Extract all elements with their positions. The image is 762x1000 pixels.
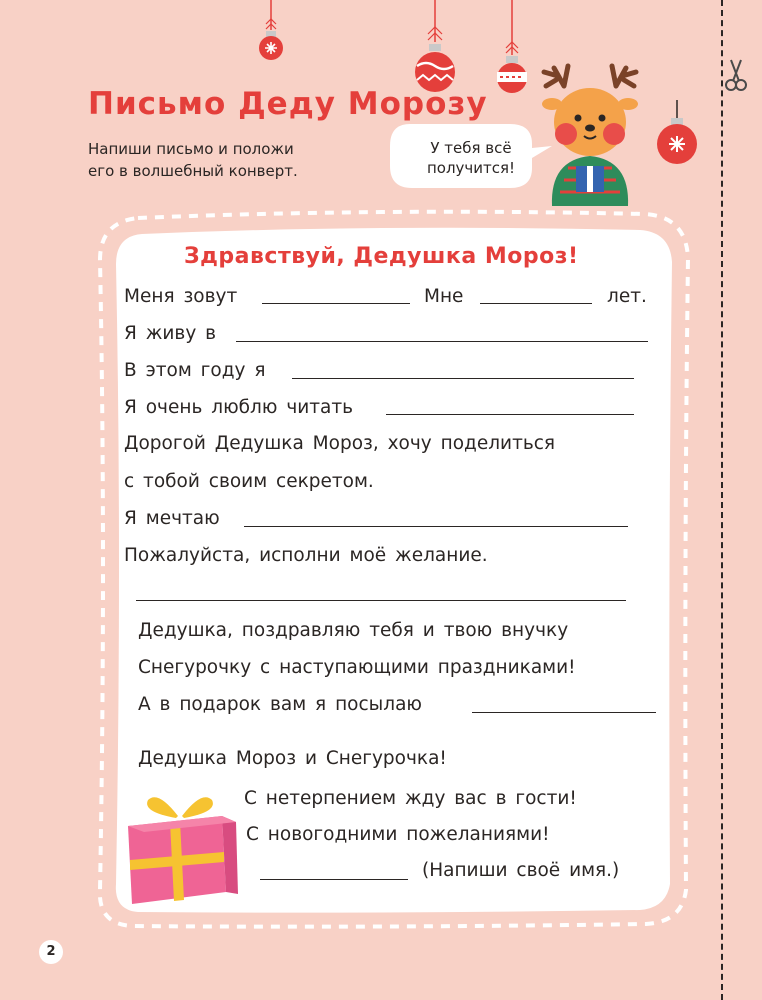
this-year-label: В этом году я xyxy=(124,360,266,381)
dream-blank[interactable] xyxy=(244,526,628,527)
wish-line: Пожалуйста, исполни моё желание. xyxy=(124,545,488,566)
age-suffix: лет. xyxy=(607,286,647,307)
gift-label: А в подарок вам я посылаю xyxy=(138,694,422,715)
page-title: Письмо Деду Морозу xyxy=(88,86,488,122)
speech-line-1: У тебя всё xyxy=(430,139,512,157)
address-line: Дедушка Мороз и Снегурочка! xyxy=(138,748,447,769)
secret-line-2: с тобой своим секретом. xyxy=(124,471,374,492)
gift-box-icon xyxy=(122,784,238,910)
dream-label: Я мечтаю xyxy=(124,508,220,529)
gift-blank[interactable] xyxy=(472,712,656,713)
waiting-line: С нетерпением жду вас в гости! xyxy=(244,788,577,809)
congrats-line-1: Дедушка, поздравляю тебя и твою внучку xyxy=(138,620,569,641)
live-blank[interactable] xyxy=(236,341,648,342)
age-label: Мне xyxy=(424,286,464,307)
wish-blank[interactable] xyxy=(136,600,626,601)
name-label: Меня зовут xyxy=(124,286,238,307)
live-label: Я живу в xyxy=(124,323,217,344)
name-blank[interactable] xyxy=(262,303,410,304)
instruction-line-2: его в волшебный конверт. xyxy=(88,162,298,180)
congrats-line-2: Снегурочку с наступающими праздниками! xyxy=(138,657,576,678)
secret-line-1: Дорогой Дедушка Мороз, хочу поделиться xyxy=(124,433,556,454)
speech-line-2: получится! xyxy=(426,159,516,177)
signature-hint: (Напиши своё имя.) xyxy=(422,860,620,881)
age-blank[interactable] xyxy=(480,303,592,304)
this-year-blank[interactable] xyxy=(292,378,634,379)
signature-blank[interactable] xyxy=(260,879,408,880)
letter-greeting: Здравствуй, Дедушка Мороз! xyxy=(184,244,579,269)
love-reading-blank[interactable] xyxy=(386,414,634,415)
instruction-line-1: Напиши письмо и положи xyxy=(88,140,294,158)
page-number: 2 xyxy=(39,940,63,964)
wishes-line: С новогодними пожеланиями! xyxy=(246,824,550,845)
love-reading-label: Я очень люблю читать xyxy=(124,397,354,418)
